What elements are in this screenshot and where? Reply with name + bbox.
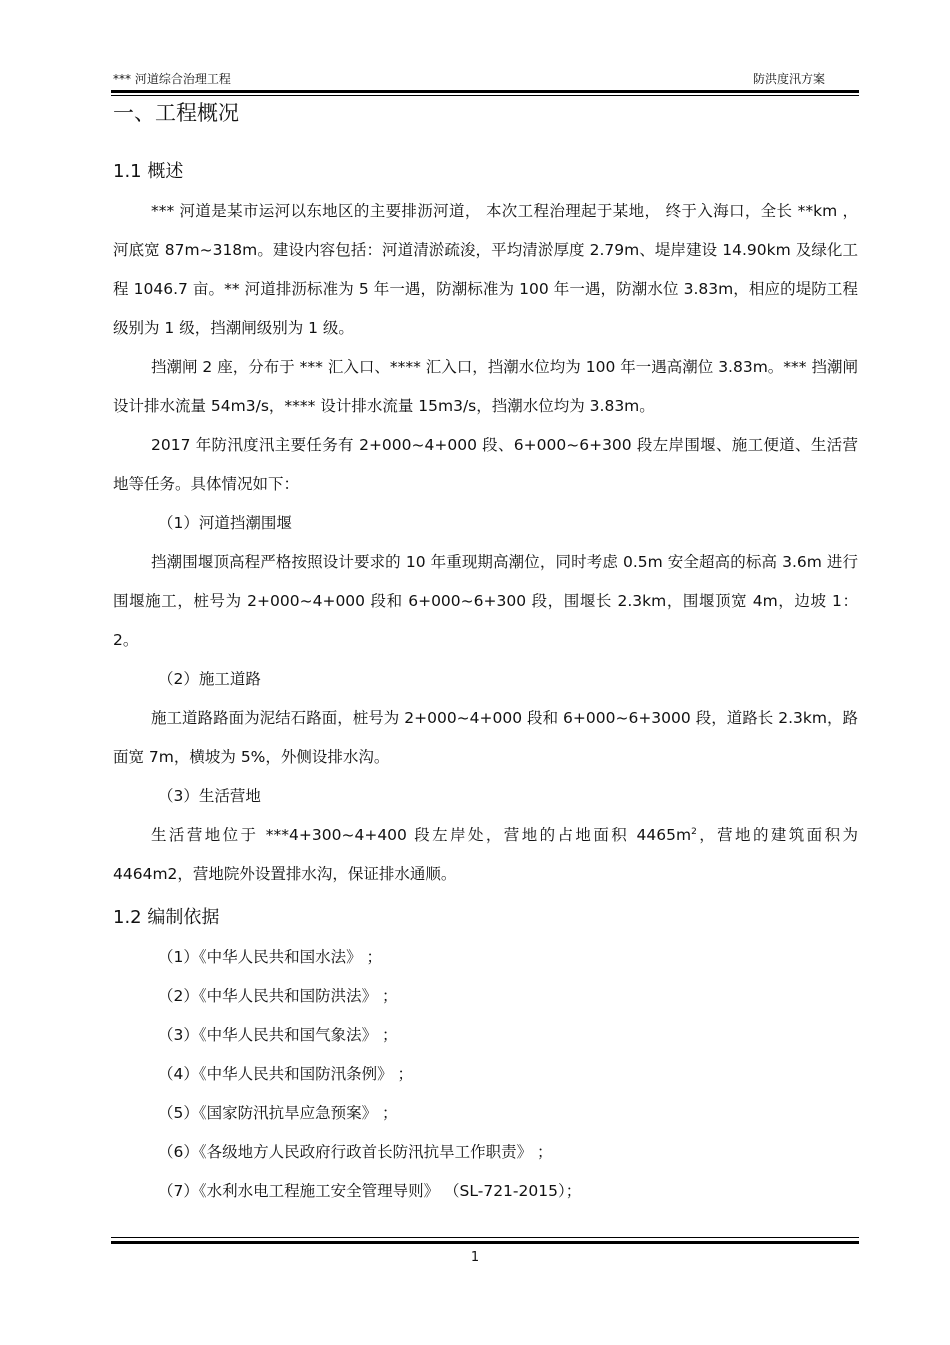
header-doc-title: 防洪度汛方案 [752,72,825,86]
list-item-cofferdam: （1）河道挡潮围堰 [158,514,292,532]
reference-item: （3）《中华人民共和国气象法》 ； [158,1026,398,1044]
main-content [113,92,858,1211]
reference-item: （1）《中华人民共和国水法》 ； [158,948,383,966]
list-item-camp: （3）生活营地 [158,787,261,805]
reference-item: （7）《水利水电工程施工安全管理导则》 （SL-721-2015）； [158,1182,582,1200]
subsection-title-basis: 1.2 编制依据 [113,907,220,928]
footer-rule-thick [111,1241,859,1244]
paragraph-road: 施工道路路面为泥结石路面，桩号为 2+000~4+000 段和 6+000~6+3000 段，道路长 2.3km，路面宽 7m，横坡为 5%，外侧设排水沟。 [113,709,858,766]
paragraph-tide-gates: 挡潮闸 2 座，分布于 *** 汇入口、**** 汇入口，挡潮水位均为 100 年一遇高潮位 3.83m。*** 挡潮闸设计排水流量 54m3/s，**** 设计排水流量 15m3/s，挡潮水位均为 3.83m。 [113,358,858,415]
camp-text-a: 生活营地位于 ***4+300~4+400 段左岸处，营地的占地面积 4465m [151,826,692,844]
subsection-title-overview: 1.1 概述 [113,161,184,182]
reference-item: （5）《国家防汛抗旱应急预案》 ； [158,1104,398,1122]
header-project-name: *** 河道综合治理工程 [113,72,231,86]
paragraph-cofferdam: 挡潮围堰顶高程严格按照设计要求的 10 年重现期高潮位，同时考虑 0.5m 安全超高的标高 3.6m 进行围堰施工，桩号为 2+000~4+000 段和 6+000~6+300 段，围堰长 2.3km，围堰顶宽 4m，边坡 1：2。 [113,553,858,649]
reference-item: （2）《中华人民共和国防洪法》 ； [158,987,398,1005]
paragraph-tasks: 2017 年防汛度汛主要任务有 2+000~4+000 段、6+000~6+300 段左岸围堰、施工便道、生活营地等任务。具体情况如下： [113,436,858,493]
reference-item: （6）《各级地方人民政府行政首长防汛抗旱工作职责》 ； [158,1143,553,1161]
list-item-road: （2）施工道路 [158,670,261,688]
camp-text-b: ，营地的建筑面积为 4464m2，营地院外设置排水沟，保证排水通顺。 [113,826,858,883]
superscript-2: 2 [691,826,697,837]
paragraph-camp [113,816,858,894]
reference-item: （4）《中华人民共和国防汛条例》 ； [158,1065,414,1083]
footer-rule-thin [111,1237,859,1238]
section-title: 一、工程概况 [113,101,239,125]
paragraph-overview: *** 河道是某市运河以东地区的主要排沥河道， 本次工程治理起于某地， 终于入海口，全长 **km ，河底宽 87m~318m。建设内容包括：河道清淤疏浚，平均清淤厚度 2.79m、堤岸建设 14.90km 及绿化工程 1046.7 亩。** 河道排沥标准为 5 年一遇，防潮标准为 100 年一遇，防潮水位 3.83m，相应的堤防工程级别为 1 级，挡潮闸级别为 1 级。 [113,202,858,337]
page-number: 1 [470,1250,480,1265]
